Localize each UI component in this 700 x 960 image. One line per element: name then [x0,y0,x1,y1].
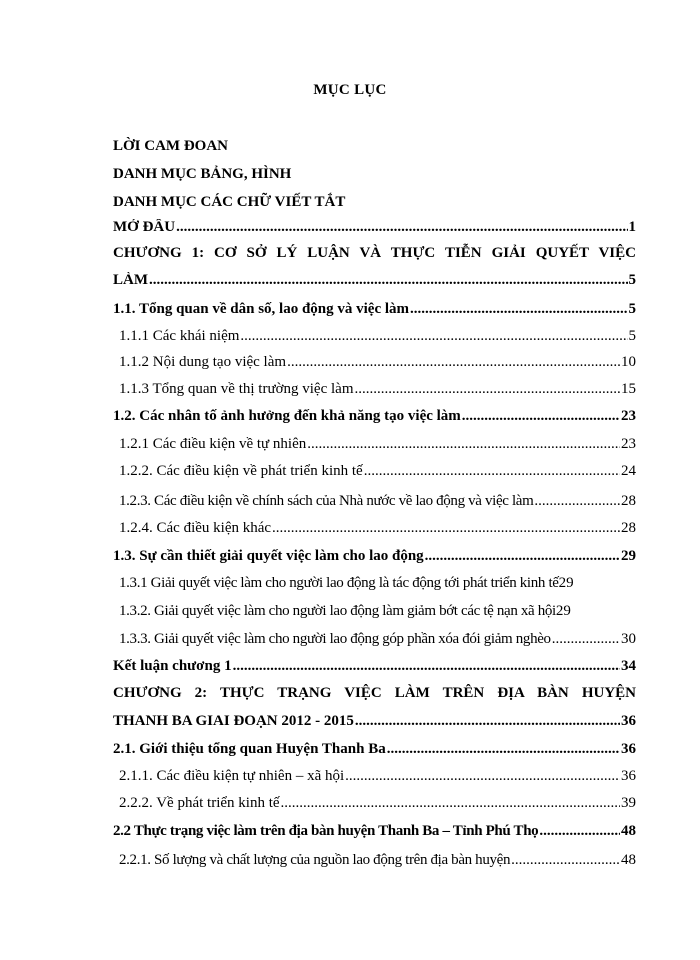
toc-label: Kết luận chương 1 [113,658,232,674]
toc-label: 1.1.2 Nội dung tạo việc làm [119,354,287,370]
toc-label: MỞ ĐẦU [113,219,176,235]
toc-chapter1-heading[interactable]: CHƯƠNG 1: CƠ SỞ LÝ LUẬN VÀ THỰC TIỄN GIẢI QUYẾT VIỆC [113,245,636,261]
toc-page-number: 36 [621,741,636,757]
toc-page-number: 24 [621,463,636,479]
toc-entry-1-1-1[interactable] [119,328,636,350]
toc-page-number: 48 [621,852,636,868]
toc-entry-1-3-1[interactable] [119,575,636,597]
toc-label: 1.2.2. Các điều kiện về phát triển kinh tế [119,463,363,479]
toc-page-number: 28 [621,520,636,536]
toc-cam-doan: LỜI CAM ĐOAN [113,138,228,154]
toc-entry-2-2-2[interactable] [119,795,636,817]
leader-dots [425,548,620,565]
toc-label: 2.2 Thực trạng việc làm trên địa bàn huyện Thanh Ba – Tỉnh Phú Thọ [113,823,539,839]
toc-label: 2.1. Giới thiệu tổng quan Huyện Thanh Ba [113,741,386,757]
toc-label: 1.2. Các nhân tố ảnh hưởng đến khả năng tạo việc làm [113,408,461,424]
toc-entry-chapter1[interactable] [113,272,636,294]
toc-page-number: 29 [555,603,571,619]
toc-label: 1.3. Sự cần thiết giải quyết việc làm cho lao động [113,548,424,564]
toc-entry-1-2-3[interactable] [119,493,636,515]
toc-label: 1.3.1 Giải quyết việc làm cho người lao động là tác động tới phát triển kinh tế [119,575,559,591]
leader-dots [149,272,628,289]
toc-label: 2.1.1. Các điều kiện tự nhiên – xã hội [119,768,345,784]
leader-dots [240,328,627,345]
leader-dots [281,795,620,812]
leader-dots [462,408,620,425]
toc-label: 1.2.1 Các điều kiện về tự nhiên [119,436,307,452]
toc-page-number: 29 [558,575,574,591]
toc-page-number: 5 [628,301,636,317]
toc-label: 1.3.2. Giải quyết việc làm cho người lao động làm giảm bớt các tệ nạn xã hội [119,603,556,619]
toc-entry-2-2-1[interactable] [119,852,636,874]
toc-label: 1.1.3 Tổng quan về thị trường việc làm [119,381,354,397]
toc-page-number: 5 [628,328,636,344]
toc-entry-1-2[interactable] [113,408,636,430]
toc-entry-1-2-1[interactable] [119,436,636,458]
toc-page-number: 1 [628,219,636,235]
toc-page-number: 15 [621,381,636,397]
toc-page-number: 36 [621,713,636,729]
toc-page-number: 48 [621,823,636,839]
leader-dots [287,354,620,371]
leader-dots [364,463,620,480]
toc-page-number: 39 [621,795,636,811]
toc-label: 1.2.3. Các điều kiện về chính sách của Nhà nước về lao động và việc làm [119,493,534,509]
toc-danh-muc-viet-tat: DANH MỤC CÁC CHỮ VIẾT TẮT [113,194,346,210]
toc-entry-1-3[interactable] [113,548,636,570]
toc-entry-1-1[interactable] [113,301,636,323]
toc-entry-1-1-2[interactable] [119,354,636,376]
toc-page-number: 30 [621,631,636,647]
toc-page-number: 23 [621,408,636,424]
toc-entry-2-1[interactable] [113,741,636,763]
toc-label: 2.2.1. Số lượng và chất lượng của nguồn lao động trên địa bàn huyện [119,852,511,868]
leader-dots [272,520,620,537]
leader-dots [176,219,627,236]
toc-page-number: 10 [621,354,636,370]
toc-entry-ket-luan-1[interactable] [113,658,636,680]
leader-dots [534,493,620,510]
toc-page-number: 5 [628,272,636,288]
leader-dots [511,852,620,869]
page-title: MỤC LỤC [313,82,387,98]
leader-dots [345,768,620,785]
leader-dots [539,823,620,840]
toc-entry-1-3-2[interactable] [119,603,636,625]
toc-entry-chapter2[interactable] [113,713,636,735]
toc-entry-2-2[interactable] [113,823,636,845]
toc-label: LÀM [113,272,148,288]
toc-entry-1-3-3[interactable] [119,631,636,653]
toc-chapter2-heading[interactable]: CHƯƠNG 2: THỰC TRẠNG VIỆC LÀM TRÊN ĐỊA BÀN HUYỆN [113,685,636,701]
toc-page-number: 29 [621,548,636,564]
toc-label: THANH BA GIAI ĐOẠN 2012 - 2015 [113,713,354,729]
leader-dots [355,713,620,730]
toc-label: 1.1.1 Các khái niệm [119,328,240,344]
toc-label: 2.2.2. Về phát triển kinh tế [119,795,280,811]
toc-label: 1.3.3. Giải quyết việc làm cho người lao động góp phần xóa đói giảm nghèo [119,631,551,647]
toc-entry-1-2-4[interactable] [119,520,636,542]
toc-entry-1-1-3[interactable] [119,381,636,403]
toc-label: 1.1. Tổng quan về dân số, lao động và việc làm [113,301,410,317]
toc-page-number: 28 [621,493,636,509]
toc-page-number: 34 [621,658,636,674]
leader-dots [387,741,620,758]
toc-danh-muc-bang-hinh: DANH MỤC BẢNG, HÌNH [113,166,292,182]
leader-dots [355,381,621,398]
toc-page-number: 23 [621,436,636,452]
toc-label: 1.2.4. Các điều kiện khác [119,520,272,536]
toc-entry-2-1-1[interactable] [119,768,636,790]
leader-dots [233,658,620,675]
toc-entry-mo-dau[interactable] [113,219,636,241]
leader-dots [410,301,627,318]
leader-dots [552,631,620,648]
leader-dots [307,436,620,453]
toc-page-number: 36 [621,768,636,784]
toc-entry-1-2-2[interactable] [119,463,636,485]
